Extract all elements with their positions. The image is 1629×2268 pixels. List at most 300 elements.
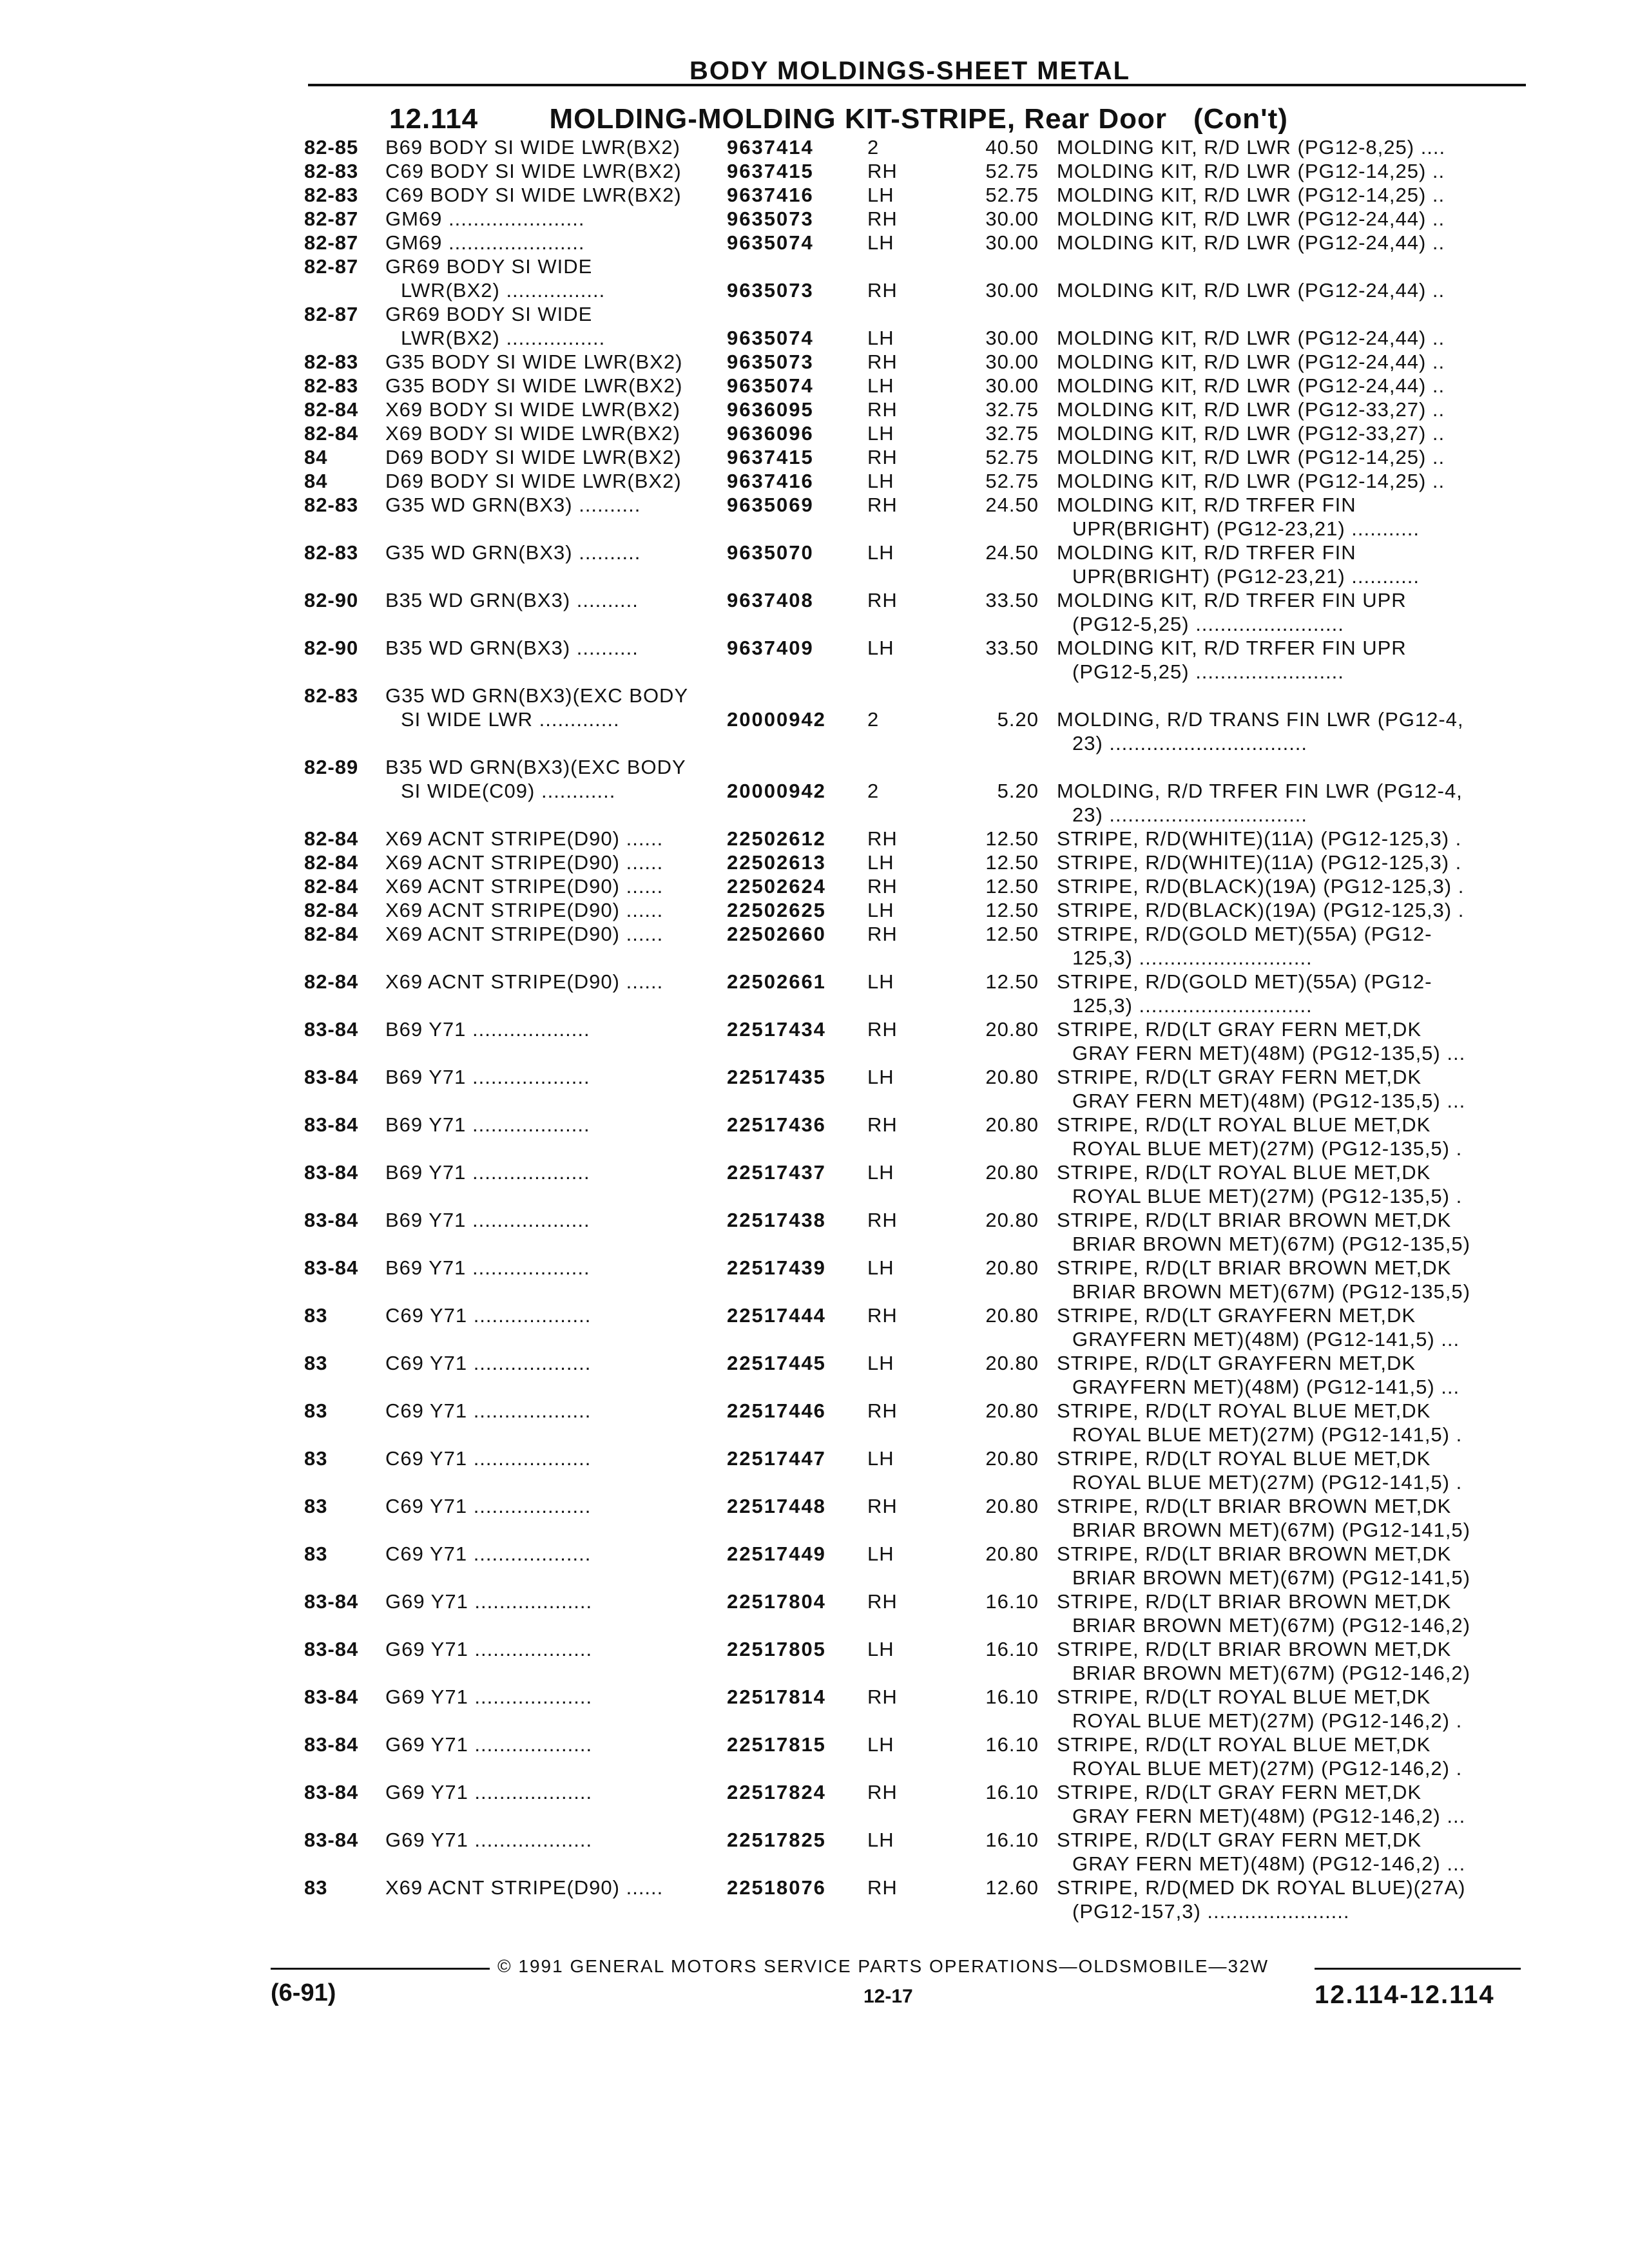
model-description <box>385 1256 720 1280</box>
model-years: 83-84 <box>304 1113 359 1136</box>
model-line: X69 ACNT STRIPE(D90) ...... <box>385 875 664 898</box>
quantity-side: LH <box>867 1256 894 1279</box>
model-line: C69 BODY SI WIDE LWR(BX2) <box>385 160 682 182</box>
quantity-side: LH <box>867 1447 894 1470</box>
parts-row <box>0 1637 1547 1685</box>
model-description <box>385 1733 720 1756</box>
model-years: 82-83 <box>304 160 359 182</box>
description-line: ROYAL BLUE MET)(27M) (PG12-146,2) . <box>1072 1757 1463 1780</box>
list-price: 52.75 <box>985 446 1039 468</box>
model-years: 83-84 <box>304 1066 359 1088</box>
part-description <box>1057 374 1534 398</box>
description-line: BRIAR BROWN MET)(67M) (PG12-146,2) <box>1072 1614 1470 1637</box>
quantity-side: LH <box>867 1829 894 1851</box>
list-price: 33.50 <box>985 589 1039 611</box>
list-price: 16.10 <box>985 1590 1039 1613</box>
footer-rule-right <box>1315 1968 1521 1970</box>
quantity-side: RH <box>867 446 898 468</box>
description-line: ROYAL BLUE MET)(27M) (PG12-135,5) . <box>1072 1185 1463 1207</box>
description-line: MOLDING KIT, R/D TRFER FIN UPR <box>1057 637 1407 659</box>
model-line: D69 BODY SI WIDE LWR(BX2) <box>385 470 682 492</box>
list-price: 20.80 <box>985 1113 1039 1136</box>
list-price: 20.80 <box>985 1209 1039 1231</box>
model-years: 83-84 <box>304 1256 359 1279</box>
footer-rule-left <box>271 1968 490 1970</box>
quantity-side: RH <box>867 1495 898 1517</box>
model-description <box>385 922 720 946</box>
description-line: GRAYFERN MET)(48M) (PG12-141,5) ... <box>1072 1376 1460 1398</box>
quantity-side: RH <box>867 160 898 182</box>
description-line: STRIPE, R/D(LT BRIAR BROWN MET,DK <box>1057 1495 1452 1517</box>
model-description <box>385 970 720 994</box>
part-number: 9635074 <box>727 374 814 397</box>
quantity-side: LH <box>867 422 894 445</box>
part-number: 22517815 <box>727 1733 826 1756</box>
description-line: STRIPE, R/D(LT BRIAR BROWN MET,DK <box>1057 1256 1452 1279</box>
quantity-side: RH <box>867 589 898 611</box>
parts-row <box>0 1303 1547 1351</box>
parts-row <box>0 1685 1547 1733</box>
description-line: STRIPE, R/D(BLACK)(19A) (PG12-125,3) . <box>1057 875 1465 898</box>
quantity-side: LH <box>867 1066 894 1088</box>
parts-row <box>0 1733 1547 1780</box>
parts-row <box>0 135 1547 159</box>
part-number: 22517444 <box>727 1304 826 1327</box>
model-years: 83 <box>304 1447 328 1470</box>
part-description <box>1057 1542 1534 1590</box>
quantity-side: LH <box>867 470 894 492</box>
description-line: MOLDING KIT, R/D LWR (PG12-14,25) .. <box>1057 446 1445 468</box>
parts-row <box>0 398 1547 421</box>
model-years: 83 <box>304 1352 328 1374</box>
quantity-side: 2 <box>867 780 880 802</box>
parts-row <box>0 1494 1547 1542</box>
model-line: B35 WD GRN(BX3)(EXC BODY <box>385 756 686 778</box>
parts-row <box>0 541 1547 588</box>
list-price: 32.75 <box>985 398 1039 421</box>
list-price: 20.80 <box>985 1304 1039 1327</box>
model-line: G69 Y71 ................... <box>385 1590 593 1613</box>
part-number: 22518076 <box>727 1876 826 1899</box>
part-description <box>1057 183 1534 207</box>
parts-row <box>0 922 1547 970</box>
part-number: 22517438 <box>727 1209 826 1231</box>
model-years: 84 <box>304 446 328 468</box>
model-description <box>385 684 720 731</box>
description-line: MOLDING KIT, R/D LWR (PG12-24,44) .. <box>1057 231 1445 254</box>
part-description <box>1057 1446 1534 1494</box>
model-description <box>385 398 720 421</box>
description-line: (PG12-5,25) ........................ <box>1072 660 1344 683</box>
quantity-side: RH <box>867 1209 898 1231</box>
list-price: 20.80 <box>985 1018 1039 1041</box>
model-line: B69 Y71 ................... <box>385 1209 590 1231</box>
list-price: 33.50 <box>985 637 1039 659</box>
description-line: MOLDING KIT, R/D TRFER FIN <box>1057 494 1356 516</box>
description-line: 23) ................................ <box>1072 732 1308 754</box>
part-description <box>1057 541 1534 588</box>
part-number: 22502612 <box>727 827 826 850</box>
model-line: B69 Y71 ................... <box>385 1161 590 1184</box>
model-line: G35 WD GRN(BX3)(EXC BODY <box>385 684 689 707</box>
part-number: 22517824 <box>727 1781 826 1803</box>
part-description <box>1057 636 1534 684</box>
description-line: STRIPE, R/D(LT ROYAL BLUE MET,DK <box>1057 1113 1431 1136</box>
quantity-side: RH <box>867 398 898 421</box>
model-years: 83 <box>304 1399 328 1422</box>
list-price: 52.75 <box>985 470 1039 492</box>
part-number: 22517447 <box>727 1447 826 1470</box>
description-line: MOLDING KIT, R/D LWR (PG12-33,27) .. <box>1057 422 1445 445</box>
description-line: (PG12-157,3) ....................... <box>1072 1900 1350 1923</box>
model-line: B69 Y71 ................... <box>385 1113 590 1136</box>
part-number: 22517435 <box>727 1066 826 1088</box>
model-line: X69 ACNT STRIPE(D90) ...... <box>385 970 664 993</box>
model-description <box>385 1780 720 1804</box>
copyright-notice: © 1991 GENERAL MOTORS SERVICE PARTS OPERATIONS—OLDSMOBILE—32W <box>497 1956 1269 1976</box>
model-description <box>385 421 720 445</box>
parts-row <box>0 827 1547 850</box>
part-description <box>1057 970 1534 1017</box>
parts-row <box>0 469 1547 493</box>
model-line: G69 Y71 ................... <box>385 1829 593 1851</box>
part-number: 22517436 <box>727 1113 826 1136</box>
part-description <box>1057 874 1534 898</box>
parts-row <box>0 1208 1547 1256</box>
parts-row <box>0 255 1547 302</box>
part-number: 22502613 <box>727 851 826 874</box>
model-description <box>385 493 720 517</box>
model-years: 82-87 <box>304 303 359 325</box>
part-number: 22502624 <box>727 875 826 898</box>
quantity-side: LH <box>867 1542 894 1565</box>
model-description <box>385 1590 720 1613</box>
model-description <box>385 1494 720 1518</box>
description-line: STRIPE, R/D(LT BRIAR BROWN MET,DK <box>1057 1638 1452 1660</box>
list-price: 20.80 <box>985 1495 1039 1517</box>
description-line: GRAYFERN MET)(48M) (PG12-141,5) ... <box>1072 1328 1460 1350</box>
description-line: MOLDING KIT, R/D LWR (PG12-24,44) .. <box>1057 279 1445 302</box>
model-years: 82-84 <box>304 970 359 993</box>
list-price: 30.00 <box>985 231 1039 254</box>
model-line: D69 BODY SI WIDE LWR(BX2) <box>385 446 682 468</box>
description-line: GRAY FERN MET)(48M) (PG12-135,5) ... <box>1072 1090 1466 1112</box>
section-heading <box>389 103 1288 135</box>
model-years: 82-90 <box>304 637 359 659</box>
model-description <box>385 874 720 898</box>
part-description <box>1057 1017 1534 1065</box>
part-description <box>1057 1590 1534 1637</box>
parts-row <box>0 1876 1547 1923</box>
part-number: 9637414 <box>727 136 814 159</box>
list-price: 30.00 <box>985 374 1039 397</box>
part-number: 22517814 <box>727 1686 826 1708</box>
part-number: 20000942 <box>727 708 826 731</box>
parts-row <box>0 1065 1547 1113</box>
description-line: STRIPE, R/D(LT GRAYFERN MET,DK <box>1057 1304 1416 1327</box>
model-line: C69 Y71 ................... <box>385 1352 592 1374</box>
page-number: 12-17 <box>863 1986 913 2007</box>
model-description <box>385 1685 720 1709</box>
quantity-side: RH <box>867 1876 898 1899</box>
quantity-side: RH <box>867 1686 898 1708</box>
quantity-side: LH <box>867 1352 894 1374</box>
part-number: 9635070 <box>727 541 814 564</box>
model-description <box>385 636 720 660</box>
section-range: 12.114-12.114 <box>1315 1981 1495 2009</box>
description-line: MOLDING KIT, R/D TRFER FIN UPR <box>1057 589 1407 611</box>
part-description <box>1057 1685 1534 1733</box>
quantity-side: LH <box>867 899 894 921</box>
parts-row <box>0 874 1547 898</box>
model-years: 83-84 <box>304 1781 359 1803</box>
description-line: STRIPE, R/D(LT ROYAL BLUE MET,DK <box>1057 1686 1431 1708</box>
quantity-side: LH <box>867 184 894 206</box>
part-description <box>1057 850 1534 874</box>
quantity-side: LH <box>867 851 894 874</box>
quantity-side: RH <box>867 351 898 373</box>
model-line: G69 Y71 ................... <box>385 1781 593 1803</box>
part-description <box>1057 1208 1534 1256</box>
parts-row <box>0 755 1547 826</box>
description-line: STRIPE, R/D(BLACK)(19A) (PG12-125,3) . <box>1057 899 1465 921</box>
list-price: 16.10 <box>985 1733 1039 1756</box>
section-continued: (Con't) <box>1193 103 1288 135</box>
description-line: 23) ................................ <box>1072 803 1308 826</box>
model-years: 82-84 <box>304 899 359 921</box>
description-line: STRIPE, R/D(LT GRAY FERN MET,DK <box>1057 1781 1422 1803</box>
part-description <box>1057 159 1534 183</box>
model-line: B69 Y71 ................... <box>385 1066 590 1088</box>
parts-row <box>0 493 1547 541</box>
parts-row <box>0 421 1547 445</box>
model-years: 82-83 <box>304 494 359 516</box>
quantity-side: LH <box>867 970 894 993</box>
part-number: 9635073 <box>727 207 814 230</box>
part-description <box>1057 898 1534 922</box>
model-line: B69 Y71 ................... <box>385 1018 590 1041</box>
quantity-side: 2 <box>867 136 880 159</box>
quantity-side: LH <box>867 1638 894 1660</box>
quantity-side: RH <box>867 827 898 850</box>
part-description <box>1057 588 1534 636</box>
part-number: 9635074 <box>727 327 814 349</box>
list-price: 30.00 <box>985 327 1039 349</box>
part-description <box>1057 421 1534 445</box>
description-line: MOLDING KIT, R/D LWR (PG12-14,25) .. <box>1057 470 1445 492</box>
list-price: 20.80 <box>985 1256 1039 1279</box>
description-line: 125,3) ............................ <box>1072 947 1313 969</box>
model-years: 82-84 <box>304 851 359 874</box>
model-line: G69 Y71 ................... <box>385 1638 593 1660</box>
model-description <box>385 1542 720 1566</box>
model-years: 82-90 <box>304 589 359 611</box>
description-line: MOLDING KIT, R/D LWR (PG12-14,25) .. <box>1057 160 1445 182</box>
quantity-side: RH <box>867 1399 898 1422</box>
parts-row <box>0 970 1547 1017</box>
section-number: 12.114 <box>389 103 479 135</box>
part-description <box>1057 1113 1534 1160</box>
model-years: 82-84 <box>304 923 359 945</box>
list-price: 30.00 <box>985 207 1039 230</box>
model-years: 82-85 <box>304 136 359 159</box>
quantity-side: RH <box>867 1018 898 1041</box>
part-number: 22517439 <box>727 1256 826 1279</box>
description-line: ROYAL BLUE MET)(27M) (PG12-141,5) . <box>1072 1423 1463 1446</box>
model-description <box>385 445 720 469</box>
parts-row <box>0 898 1547 922</box>
part-number: 9636095 <box>727 398 814 421</box>
model-line: GR69 BODY SI WIDE <box>385 303 593 325</box>
description-line: STRIPE, R/D(MED DK ROYAL BLUE)(27A) <box>1057 1876 1466 1899</box>
model-line: G35 BODY SI WIDE LWR(BX2) <box>385 351 683 373</box>
model-line: C69 Y71 ................... <box>385 1495 592 1517</box>
parts-row <box>0 374 1547 398</box>
model-description <box>385 898 720 922</box>
parts-row <box>0 1399 1547 1446</box>
model-years: 82-87 <box>304 255 359 278</box>
parts-row <box>0 159 1547 183</box>
quantity-side: RH <box>867 279 898 302</box>
model-description <box>385 1828 720 1852</box>
model-line: C69 Y71 ................... <box>385 1399 592 1422</box>
part-description <box>1057 1399 1534 1446</box>
model-description <box>385 1017 720 1041</box>
description-line: MOLDING KIT, R/D TRFER FIN <box>1057 541 1356 564</box>
model-line: B69 Y71 ................... <box>385 1256 590 1279</box>
description-line: STRIPE, R/D(WHITE)(11A) (PG12-125,3) . <box>1057 851 1462 874</box>
description-line: STRIPE, R/D(GOLD MET)(55A) (PG12- <box>1057 970 1432 993</box>
description-line: MOLDING KIT, R/D LWR (PG12-8,25) .... <box>1057 136 1446 159</box>
model-line: B69 BODY SI WIDE LWR(BX2) <box>385 136 680 159</box>
parts-row <box>0 636 1547 684</box>
list-price: 20.80 <box>985 1066 1039 1088</box>
model-line: G35 WD GRN(BX3) .......... <box>385 494 641 516</box>
part-description <box>1057 1065 1534 1113</box>
part-description <box>1057 1303 1534 1351</box>
description-line: MOLDING KIT, R/D LWR (PG12-24,44) .. <box>1057 207 1445 230</box>
model-line: C69 BODY SI WIDE LWR(BX2) <box>385 184 682 206</box>
model-line: C69 Y71 ................... <box>385 1304 592 1327</box>
part-number: 9637416 <box>727 184 814 206</box>
model-years: 83-84 <box>304 1018 359 1041</box>
description-line: GRAY FERN MET)(48M) (PG12-135,5) ... <box>1072 1042 1466 1064</box>
page-header-title: BODY MOLDINGS-SHEET METAL <box>689 57 1131 85</box>
description-line: STRIPE, R/D(LT GRAY FERN MET,DK <box>1057 1829 1422 1851</box>
parts-row <box>0 1256 1547 1303</box>
model-description <box>385 1876 720 1899</box>
quantity-side: LH <box>867 1733 894 1756</box>
section-title: MOLDING-MOLDING KIT-STRIPE, Rear Door <box>549 103 1168 135</box>
part-description <box>1057 493 1534 541</box>
parts-row <box>0 1351 1547 1399</box>
part-description <box>1057 1160 1534 1208</box>
part-description <box>1057 1494 1534 1542</box>
parts-row <box>0 207 1547 231</box>
part-description <box>1057 350 1534 374</box>
list-price: 30.00 <box>985 351 1039 373</box>
model-line: LWR(BX2) ................ <box>401 327 606 349</box>
part-description <box>1057 1256 1534 1303</box>
list-price: 20.80 <box>985 1161 1039 1184</box>
quantity-side: RH <box>867 1781 898 1803</box>
model-description <box>385 1303 720 1327</box>
list-price: 40.50 <box>985 136 1039 159</box>
part-description <box>1057 1637 1534 1685</box>
description-line: MOLDING, R/D TRANS FIN LWR (PG12-4, <box>1057 708 1464 731</box>
part-number: 9635073 <box>727 351 814 373</box>
description-line: STRIPE, R/D(LT ROYAL BLUE MET,DK <box>1057 1399 1431 1422</box>
description-line: MOLDING, R/D TRFER FIN LWR (PG12-4, <box>1057 780 1463 802</box>
description-line: STRIPE, R/D(GOLD MET)(55A) (PG12- <box>1057 923 1432 945</box>
list-price: 32.75 <box>985 422 1039 445</box>
list-price: 12.50 <box>985 899 1039 921</box>
list-price: 20.80 <box>985 1352 1039 1374</box>
list-price: 16.10 <box>985 1686 1039 1708</box>
model-description <box>385 183 720 207</box>
quantity-side: LH <box>867 374 894 397</box>
model-line: X69 ACNT STRIPE(D90) ...... <box>385 827 664 850</box>
description-line: STRIPE, R/D(WHITE)(11A) (PG12-125,3) . <box>1057 827 1462 850</box>
description-line: STRIPE, R/D(LT GRAY FERN MET,DK <box>1057 1066 1422 1088</box>
part-number: 22517449 <box>727 1542 826 1565</box>
model-years: 83-84 <box>304 1161 359 1184</box>
model-line: C69 Y71 ................... <box>385 1447 592 1470</box>
model-line: GM69 ...................... <box>385 207 585 230</box>
description-line: MOLDING KIT, R/D LWR (PG12-33,27) .. <box>1057 398 1445 421</box>
model-years: 83 <box>304 1876 328 1899</box>
model-years: 83-84 <box>304 1829 359 1851</box>
description-line: STRIPE, R/D(LT BRIAR BROWN MET,DK <box>1057 1590 1452 1613</box>
list-price: 16.10 <box>985 1781 1039 1803</box>
model-line: X69 ACNT STRIPE(D90) ...... <box>385 923 664 945</box>
description-line: BRIAR BROWN MET)(67M) (PG12-141,5) <box>1072 1566 1470 1589</box>
quantity-side: RH <box>867 1304 898 1327</box>
description-line: STRIPE, R/D(LT GRAYFERN MET,DK <box>1057 1352 1416 1374</box>
quantity-side: 2 <box>867 708 880 731</box>
part-description <box>1057 707 1534 755</box>
quantity-side: LH <box>867 231 894 254</box>
model-years: 82-87 <box>304 231 359 254</box>
description-line: MOLDING KIT, R/D LWR (PG12-14,25) .. <box>1057 184 1445 206</box>
model-description <box>385 302 720 350</box>
description-line: GRAY FERN MET)(48M) (PG12-146,2) ... <box>1072 1805 1466 1827</box>
model-line: X69 ACNT STRIPE(D90) ...... <box>385 1876 664 1899</box>
model-description <box>385 1446 720 1470</box>
model-line: SI WIDE LWR ............. <box>401 708 620 731</box>
part-description <box>1057 1780 1534 1828</box>
model-years: 82-89 <box>304 756 359 778</box>
parts-row <box>0 1780 1547 1828</box>
part-description <box>1057 445 1534 469</box>
model-description <box>385 1208 720 1232</box>
parts-row <box>0 1828 1547 1876</box>
part-number: 9635074 <box>727 231 814 254</box>
list-price: 52.75 <box>985 160 1039 182</box>
model-line: X69 BODY SI WIDE LWR(BX2) <box>385 422 680 445</box>
model-description <box>385 1160 720 1184</box>
part-number: 22517437 <box>727 1161 826 1184</box>
model-description <box>385 588 720 612</box>
parts-row <box>0 231 1547 255</box>
description-line: STRIPE, R/D(LT BRIAR BROWN MET,DK <box>1057 1542 1452 1565</box>
part-number: 22502625 <box>727 899 826 921</box>
list-price: 12.50 <box>985 970 1039 993</box>
model-line: B35 WD GRN(BX3) .......... <box>385 589 639 611</box>
model-description <box>385 1065 720 1089</box>
part-description <box>1057 827 1534 850</box>
description-line: (PG12-5,25) ........................ <box>1072 613 1344 635</box>
